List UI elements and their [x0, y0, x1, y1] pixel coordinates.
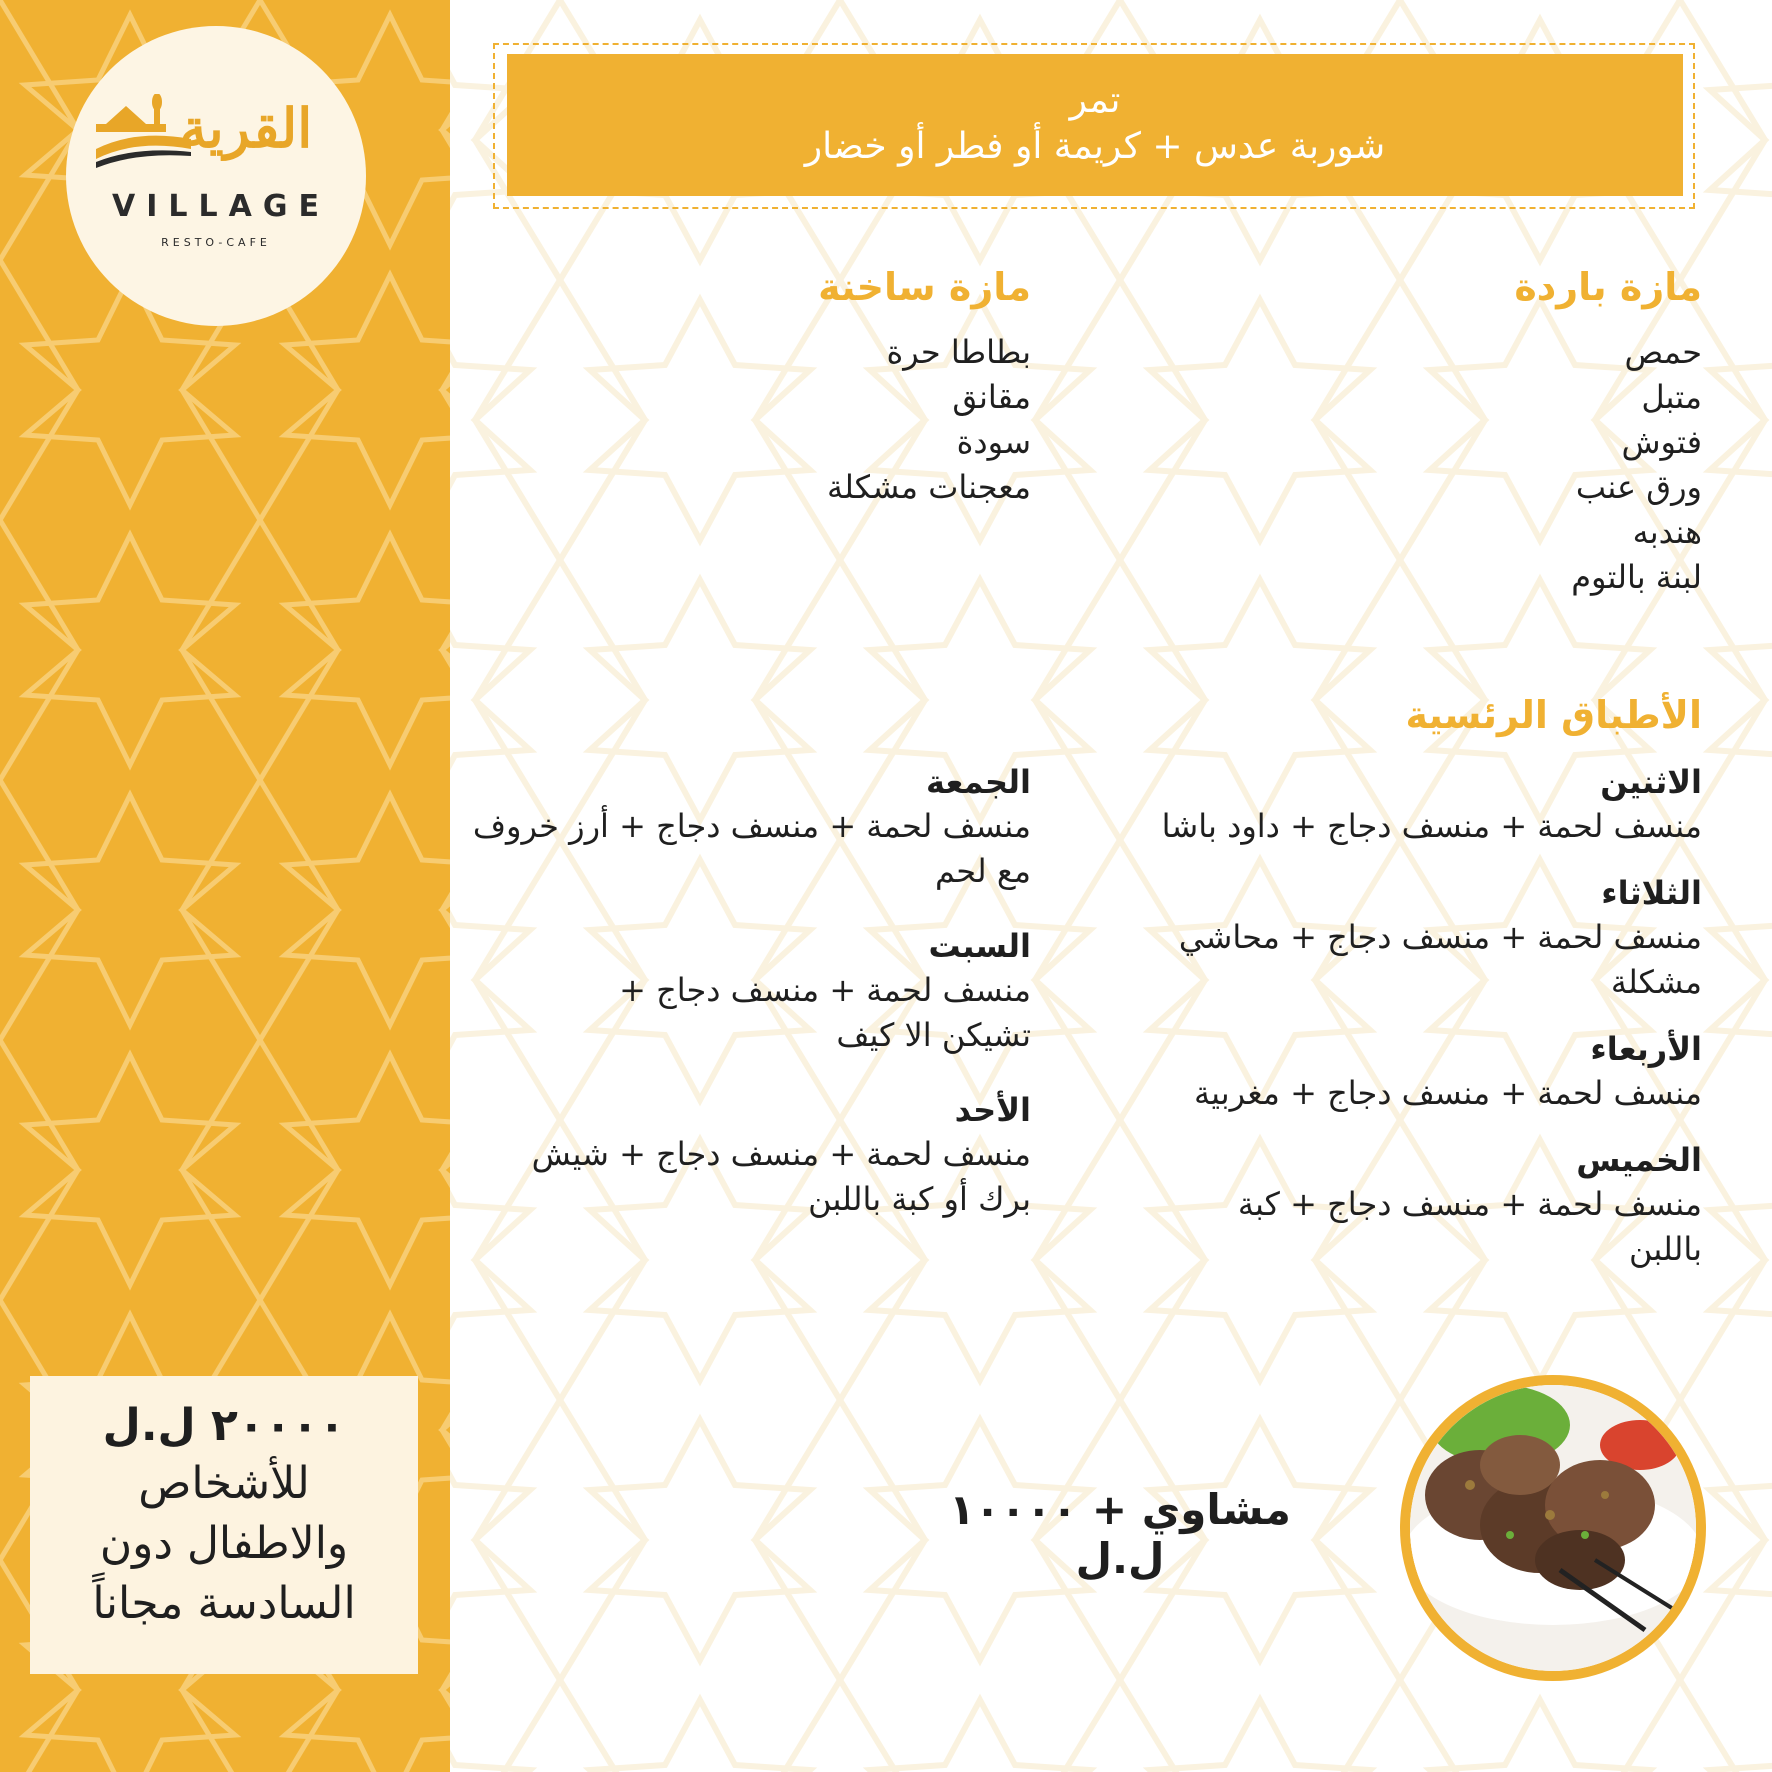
menu-item: مقانق	[952, 378, 1031, 416]
cold-mezze-title: مازة باردة	[1514, 265, 1702, 309]
main-dishes-title: الأطباق الرئسية	[1405, 693, 1702, 737]
grill-offer: مشاوي + ١٠٠٠٠ ل.ل	[949, 1485, 1291, 1583]
day-dish: منسف لحمة + منسف دجاج + داود باشا	[1161, 807, 1702, 845]
logo	[66, 26, 366, 326]
day-dish: منسف لحمة + منسف دجاج + كبة باللبن	[1237, 1185, 1702, 1268]
menu-item: فتوش	[1621, 423, 1702, 461]
banner	[507, 54, 1683, 196]
menu-item: لبنة بالتوم	[1571, 558, 1702, 596]
hot-mezze-title: مازة ساخنة	[818, 265, 1031, 309]
menu-item: ورق عنب	[1575, 468, 1702, 506]
logo-english-name: VILLAGE	[112, 189, 330, 224]
day-label: الخميس	[1576, 1141, 1702, 1179]
banner-line-2: شوربة عدس + كريمة أو فطر أو خضار	[804, 126, 1386, 167]
logo-arabic-name: القرية	[179, 96, 313, 160]
day-dish: منسف لحمة + منسف دجاج + مغربية	[1193, 1074, 1702, 1112]
price-line-1: للأشخاص	[138, 1458, 310, 1509]
menu-item: هندبه	[1632, 513, 1702, 551]
menu-item: معجنات مشكلة	[826, 468, 1031, 506]
day-label: الجمعة	[926, 763, 1031, 801]
main-dishes-header	[1202, 690, 1702, 740]
grill-skewers-image	[1400, 1375, 1706, 1681]
day-dish: منسف لحمة + منسف دجاج + محاشي مشكلة	[1178, 918, 1702, 1001]
price-box	[30, 1376, 418, 1674]
day-dish: منسف لحمة + منسف دجاج + تشيكن الا كيف	[619, 971, 1031, 1054]
day-label: الاثنين	[1600, 763, 1702, 801]
main-dishes-column-right	[1092, 760, 1702, 1294]
day-label: الثلاثاء	[1601, 874, 1702, 912]
main-dishes-column-left	[471, 760, 1031, 1244]
menu-item: حمص	[1624, 333, 1702, 371]
banner-line-1: تمر	[1069, 80, 1121, 121]
menu-item: متبل	[1641, 378, 1702, 416]
menu-item: سودة	[956, 423, 1031, 461]
cold-mezze-section	[1302, 262, 1702, 600]
day-label: الأحد	[954, 1091, 1031, 1129]
day-dish: منسف لحمة + منسف دجاج + شيش برك أو كبة باللبن	[531, 1135, 1031, 1218]
day-label: السبت	[928, 927, 1031, 965]
logo-tagline: RESTO-CAFE	[161, 236, 271, 249]
menu-item: بطاطا حرة	[886, 333, 1031, 371]
day-label: الأربعاء	[1590, 1030, 1702, 1068]
day-dish: منسف لحمة + منسف دجاج + أرز خروف مع لحم	[472, 807, 1031, 890]
price-line-3: السادسة مجاناً	[92, 1578, 356, 1629]
kebab-illustration	[1410, 1385, 1696, 1671]
price-amount: ٢٠٠٠٠ ل.ل	[102, 1400, 346, 1451]
price-line-2: والاطفال دون	[99, 1518, 349, 1569]
sidebar	[0, 0, 450, 1772]
hot-mezze-section	[631, 262, 1031, 510]
